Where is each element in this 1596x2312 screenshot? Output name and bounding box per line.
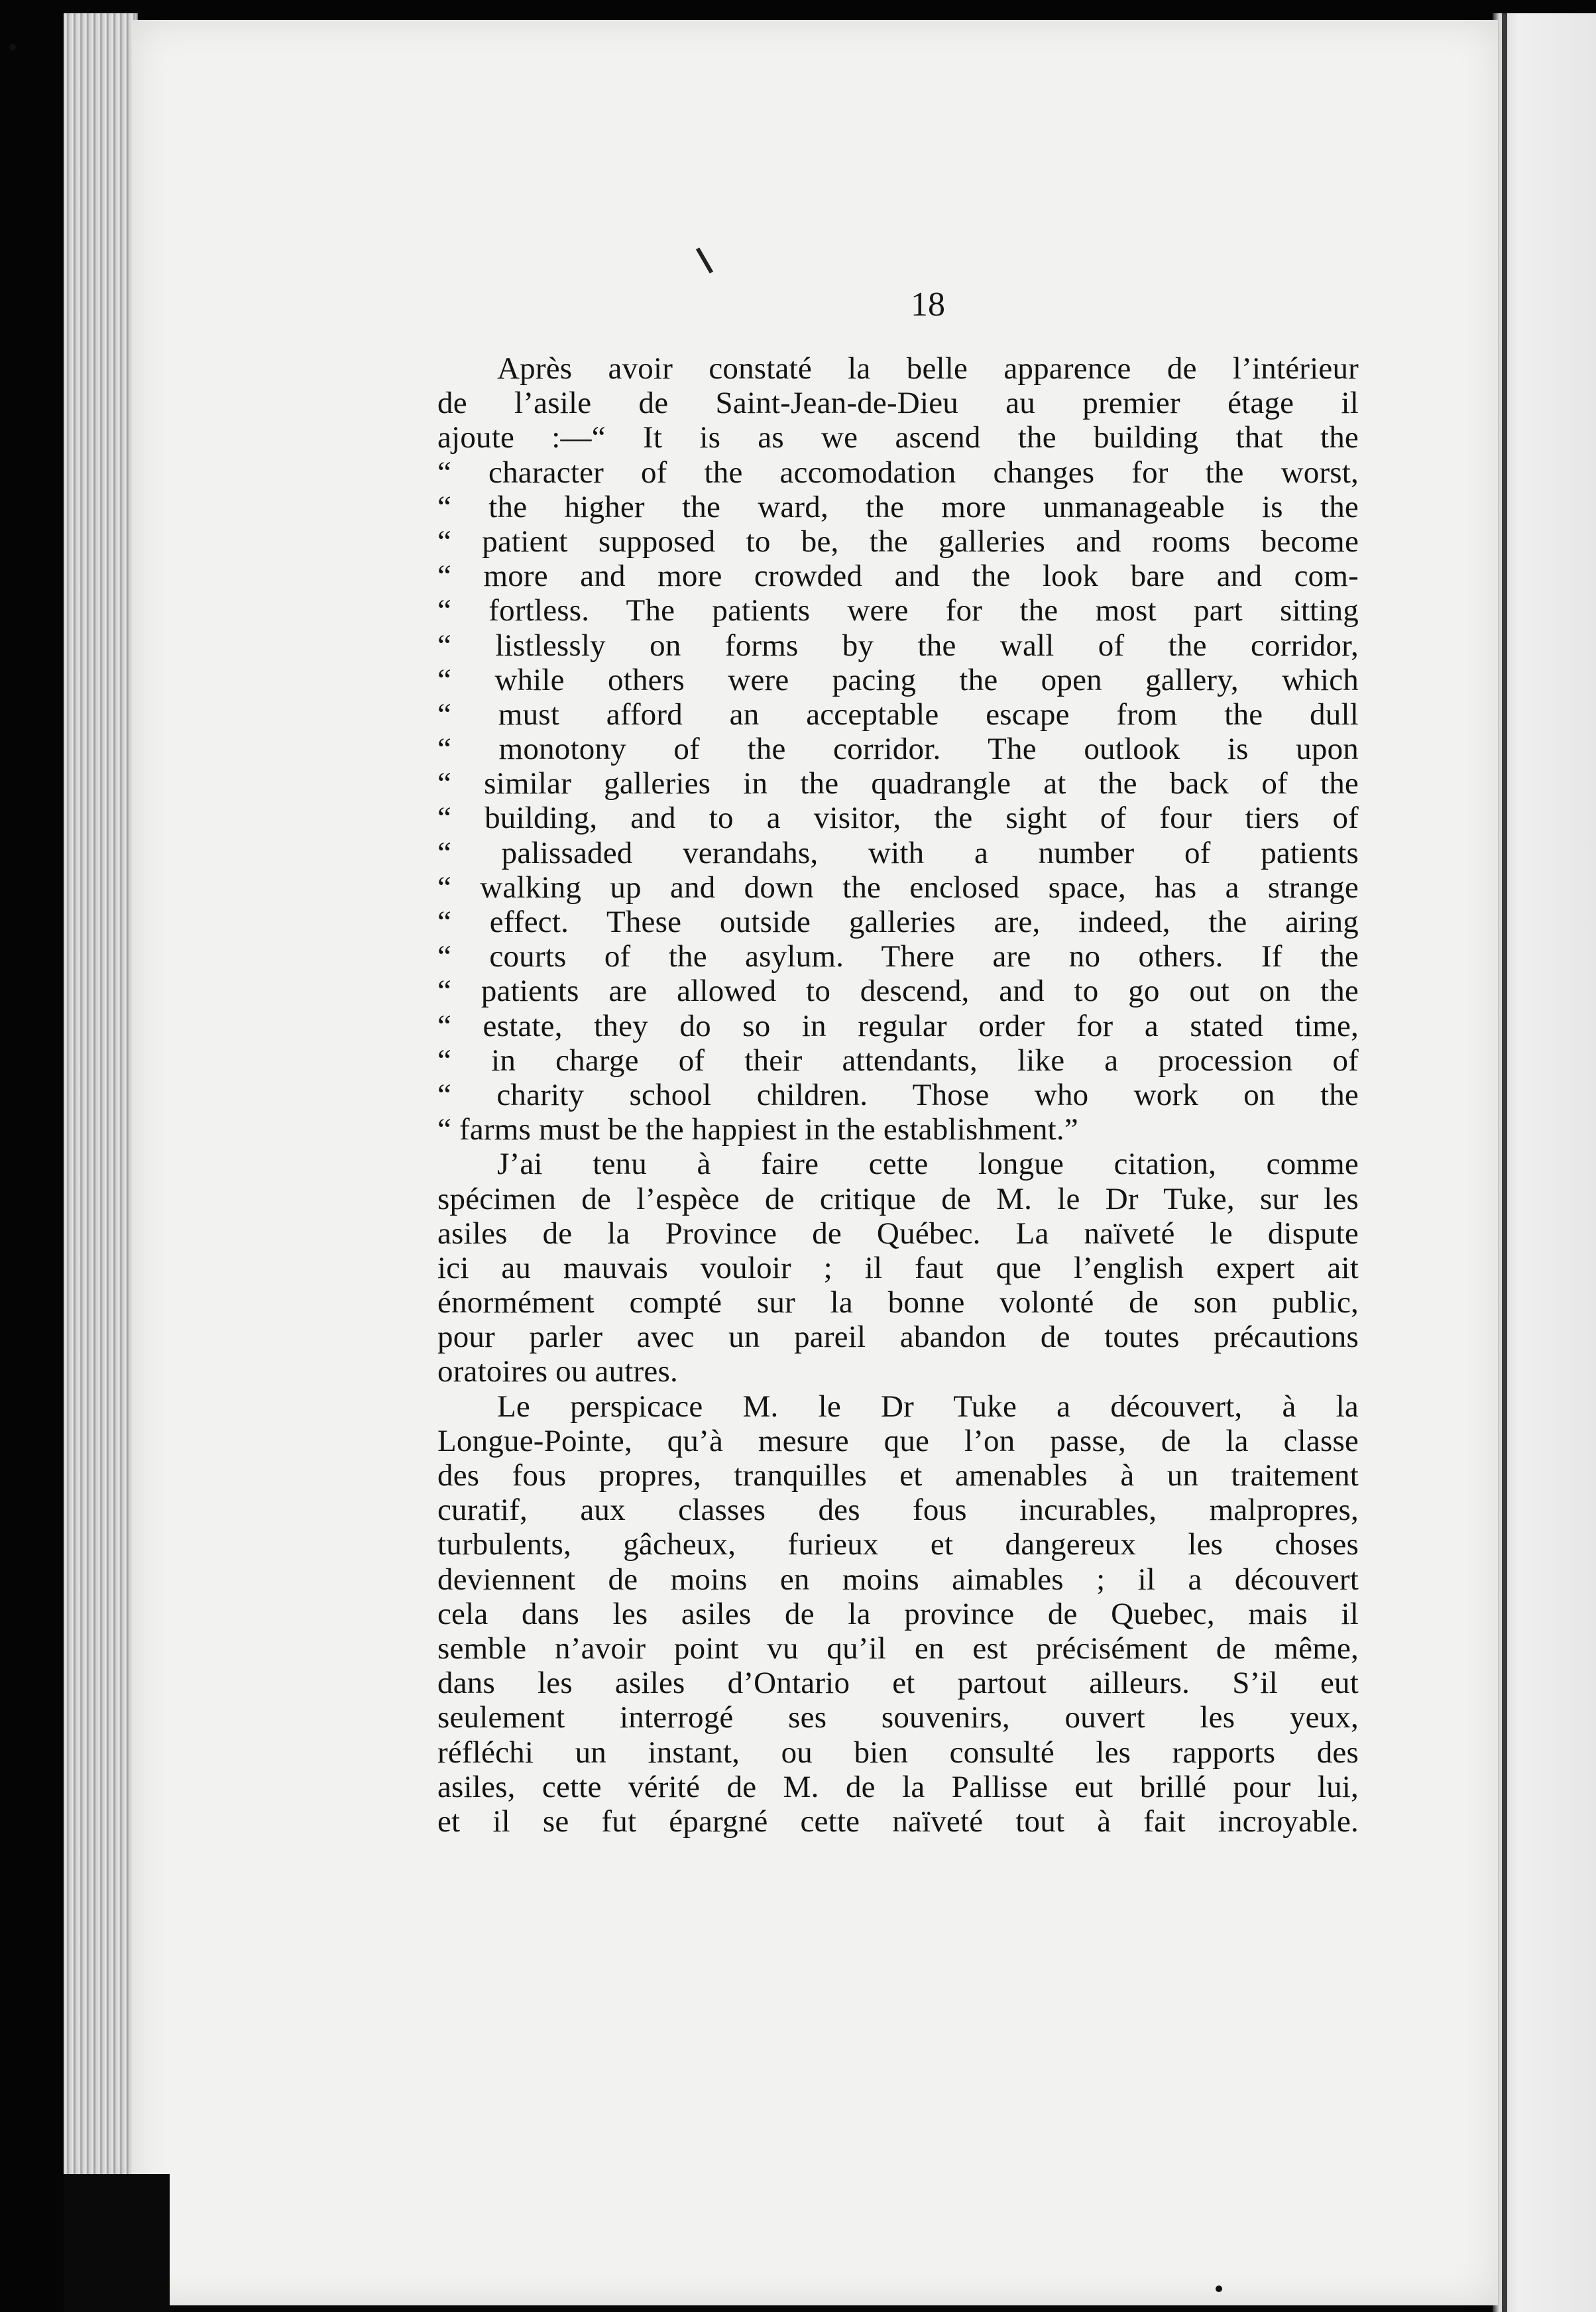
text-line: “ courts of the asylum. There are no others. If the <box>437 939 1359 974</box>
body-text <box>437 351 1359 1839</box>
text-line: “ patient supposed to be, the galleries and rooms become <box>437 524 1359 559</box>
text-line: ajoute :—“ It is as we ascend the building that the <box>437 420 1359 455</box>
text-line: J’ai tenu à faire cette longue citation, comme <box>497 1147 1359 1182</box>
text-line: “ in charge of their attendants, like a procession of <box>437 1043 1359 1078</box>
text-line: “ palissaded verandahs, with a number of patients <box>437 835 1359 870</box>
text-line: “ listlessly on forms by the wall of the corridor, <box>437 628 1359 663</box>
text-line: semble n’avoir point vu qu’il en est précisément de même, <box>437 1631 1359 1666</box>
text-line: turbulents, gâcheux, furieux et dangereux les choses <box>437 1527 1359 1562</box>
text-line: “ must afford an acceptable escape from the dull <box>437 697 1359 732</box>
text-line: “ the higher the ward, the more unmanageable is the <box>437 489 1359 524</box>
text-line: Longue-Pointe, qu’à mesure que l’on passe, de la classe <box>437 1423 1359 1458</box>
text-line: asiles de la Province de Québec. La naïveté le dispute <box>437 1216 1359 1251</box>
text-line: “ farms must be the happiest in the establishment.” <box>437 1112 1078 1147</box>
text-line: curatif, aux classes des fous incurables, malpropres, <box>437 1493 1359 1528</box>
page-number: 18 <box>911 286 945 323</box>
text-line: seulement interrogé ses souvenirs, ouvert les yeux, <box>437 1700 1359 1735</box>
text-line: cela dans les asiles de la province de Quebec, mais il <box>437 1596 1359 1631</box>
scan-speck <box>9 44 16 50</box>
scan-corner-shadow <box>64 2174 170 2312</box>
text-line: “ effect. These outside galleries are, indeed, the airing <box>437 905 1359 939</box>
text-line: “ monotony of the corridor. The outlook is upon <box>437 732 1359 767</box>
text-line: “ walking up and down the enclosed space, has a strange <box>437 870 1359 905</box>
text-line: “ more and more crowded and the look bare and com- <box>437 559 1359 594</box>
text-line: asiles, cette vérité de M. de la Pallisse eut brillé pour lui, <box>437 1769 1359 1804</box>
page-stack-edge-left <box>64 13 138 2174</box>
text-line: réfléchi un instant, ou bien consulté les rapports des <box>437 1735 1359 1770</box>
text-line: de l’asile de Saint-Jean-de-Dieu au premier étage il <box>437 386 1359 421</box>
text-line: Le perspicace M. le Dr Tuke a découvert, à la <box>497 1389 1359 1424</box>
text-line: “ while others were pacing the open gallery, which <box>437 662 1359 697</box>
text-line: Après avoir constaté la belle apparence de l’intérieur <box>497 351 1359 386</box>
text-line: deviennent de moins en moins aimables ; il a découvert <box>437 1562 1359 1597</box>
text-line: pour parler avec un pareil abandon de toutes précautions <box>437 1320 1359 1355</box>
text-line: “ fortless. The patients were for the most part sitting <box>437 593 1359 628</box>
text-line: “ patients are allowed to descend, and to go out on the <box>437 974 1359 1009</box>
text-line: et il se fut épargné cette naïveté tout à fait incroyable. <box>437 1804 1359 1839</box>
text-line: “ charity school children. Those who work on the <box>437 1077 1359 1112</box>
text-line: dans les asiles d’Ontario et partout ailleurs. S’il eut <box>437 1666 1359 1701</box>
text-line: oratoires ou autres. <box>437 1354 678 1389</box>
text-line: des fous propres, tranquilles et amenables à un traitement <box>437 1458 1359 1493</box>
gutter-fold <box>1502 13 1507 2312</box>
text-line: “ building, and to a visitor, the sight of four tiers of <box>437 801 1359 836</box>
scan-speck <box>1216 2285 1222 2292</box>
text-line: ici au mauvais vouloir ; il faut que l’english expert ait <box>437 1250 1359 1285</box>
text-line: “ similar galleries in the quadrangle at the back of the <box>437 766 1359 801</box>
text-line: “ estate, they do so in regular order for a stated time, <box>437 1008 1359 1043</box>
text-line: spécimen de l’espèce de critique de M. le Dr Tuke, sur les <box>437 1181 1359 1216</box>
facing-page-edge <box>1493 13 1596 2312</box>
text-line: “ character of the accomodation changes for the worst, <box>437 455 1359 490</box>
text-line: énormément compté sur la bonne volonté de son public, <box>437 1285 1359 1320</box>
